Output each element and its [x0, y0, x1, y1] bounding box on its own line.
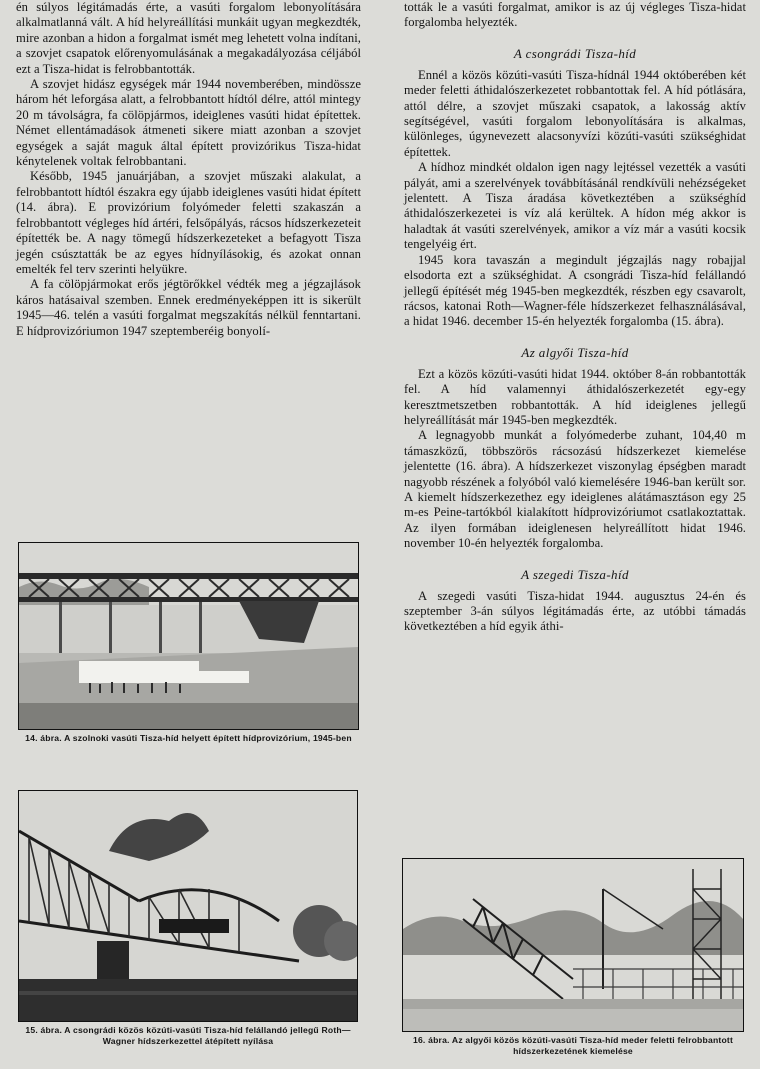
paragraph: A hídhoz mindkét oldalon igen nagy lejtéssel vezették a vasúti pályát, ami a szerelvények továbbításánál rendkívüli nehézségeket jelentett. A Tisza áradása következtében a szükséghíd áthidalószerkezetei is víz alá kerültek. A hídon még akkor is haladtak át vasúti szerelvények, amikor a víz már a vasúti kocsik tengelyéig ért. [404, 160, 746, 252]
paragraph: 1945 kora tavaszán a megindult jégzajlás nagy robajjal elsodorta ezt a szükséghidat. A csongrádi Tisza-híd felállandó jellegű építését még 1945-ben megkezdték, részben egy csavarolt, rácsos, katonai Roth—Wagner-féle hídszerkezet felhasználásával, a hidat 1946. december 15-én helyezték forgalomba (15. ábra). [404, 252, 746, 329]
photo-szolnok-bridge [18, 542, 359, 730]
paragraph: A szegedi vasúti Tisza-hidat 1944. augusztus 24-én és szeptember 3-án súlyos légitámadás érte, az utóbbi támadás következtében a híd egyik áthi- [404, 588, 746, 634]
paragraph: Ennél a közös közúti-vasúti Tisza-hídnál 1944 októberében két meder feletti áthidalószerkezetet robbantottak fel. A híd pótlására, attól délre, a szovjet műszaki csapatok, a lakosság aktív segítségével, vasúti forgalom lebonyolítására is alkalmas, különleges, úgynevezett alacsonyvízi közúti-vasúti szükséghidat építettek. [404, 67, 746, 159]
right-column [404, 0, 746, 635]
photo-algyo-bridge [402, 858, 744, 1032]
paragraph: A szovjet hidász egységek már 1944 novemberében, mindössze három hét leforgása alatt, a felrobbantott hídtól délre, attól mintegy 20 m távolságra, fa cölöpjármos, ideiglenes vasúti hidat építettek. Német ellentámadások átmeneti sikere miatt azonban a szovjet egységek a saját maguk által épített provizórikus Tisza-hidat kénytelenek voltak felrobbantani. [16, 77, 361, 169]
section-heading-csongrad: A csongrádi Tisza-híd [513, 45, 637, 61]
figure-caption: 14. ábra. A szolnoki vasúti Tisza-híd helyett épített hídprovizórium, 1945-ben [25, 733, 352, 743]
left-column [16, 0, 361, 339]
paragraph: A legnagyobb munkát a folyómederbe zuhant, 104,40 m támaszközű, többszörös rácsozású hídszerkezet kiemelése jelentette (16. ábra). A hídszerkezet viszonylag épségben maradt nagyobb részének a folyóból való kiemelésére 1946-ban került sor. A kiemelt hídszerkezethez egy ideiglenes alátámasztáson egy 25 m-es Peine-tartókból kialakított hídprovizóriumot csatlakoztattak. Az ilyen formában ideiglenesen helyreállított hidat 1946. november 10-én helyezték forgalomba. [404, 428, 746, 551]
figure-caption: 15. ábra. A csongrádi közös közúti-vasúti Tisza-híd felállandó jellegű Roth—Wagner hídszerkezettel átépített nyílása [25, 1025, 351, 1046]
paragraph: Később, 1945 januárjában, a szovjet műszaki alakulat, a felrobbantott hídtól északra egy újabb ideiglenes vasúti hidat épített (14. ábra). E provizórium folyómeder feletti szakaszán a felrobbantott végleges híd ártéri, felsőpályás, rácsos hídszerkezeteit építették be. A nagy tömegű hídszerkezeteket a befagyott Tisza jegén csúsztatták be az egyes hídnyílásokig, és azokat onnan emelték fel terv szerinti helyükre. [16, 169, 361, 276]
figure-caption: 16. ábra. Az algyői közös közúti-vasúti Tisza-híd meder feletti felrobbantott hídszerkezetének kiemelése [412, 1035, 734, 1056]
paragraph: tották le a vasúti forgalmat, amikor is az új végleges Tisza-hidat forgalomba helyezték. [404, 0, 746, 30]
paragraph: A fa cölöpjármokat erős jégtörőkkel védték meg a jégzajlások káros hatásaival szemben. Ennek eredményeképpen itt is sikerült 1945—46. telén a vasúti forgalmat megszakítás nélkül fenntartani. E hídprovizóriumon 1947 szeptemberéig bonyolí- [16, 277, 361, 338]
section-heading-szeged: A szegedi Tisza-híd [521, 566, 629, 582]
section-heading-algyo: Az algyői Tisza-híd [521, 344, 629, 360]
photo-csongrad-bridge [18, 790, 358, 1022]
paragraph: én súlyos légitámadás érte, a vasúti forgalom lebonyolítására alkalmatlanná vált. A híd helyreállítási munkáit ugyan megkezdték, mire azonban a hidon a forgalmat ismét meg lehetett volna indítani, a szovjet csapatok előrenyomulásának a megakadályozása céljából ezt a Tisza-hidat is felrobbantották. [16, 0, 361, 76]
figure-14 [18, 542, 359, 744]
figure-15 [18, 790, 358, 1047]
figure-16 [402, 858, 744, 1057]
paragraph: Ezt a közös közúti-vasúti hidat 1944. október 8-án robbantották fel. A híd valamennyi áthidalószerkezetét egy-egy keresztmetszetben robbantották. A híd ideiglenes jellegű helyreállítását már 1945-ben megkezdték. [404, 366, 746, 427]
